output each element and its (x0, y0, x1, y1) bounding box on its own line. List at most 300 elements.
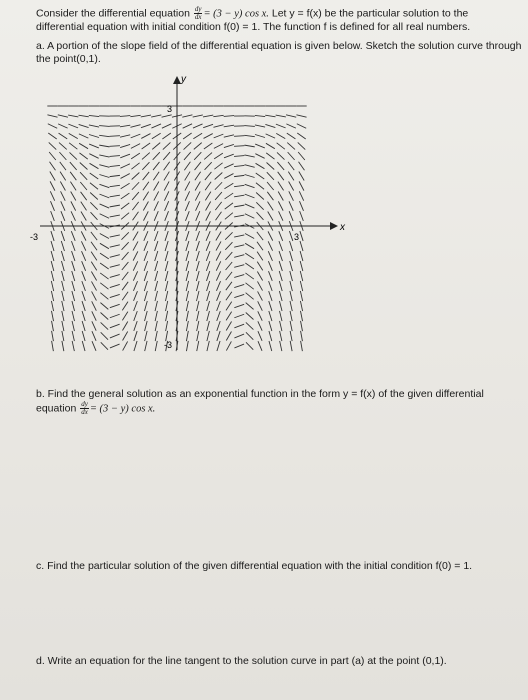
slope-segment (58, 115, 68, 117)
slope-segment (183, 133, 192, 139)
slope-segment (122, 322, 127, 331)
slope-segment (257, 212, 264, 220)
part-b-line-1: b. Find the general solution as an exponential function in the form y = f(x) of the given differential (36, 388, 484, 400)
slope-segment (217, 331, 220, 341)
slope-segment (289, 191, 294, 200)
slope-segment (265, 124, 275, 127)
slope-segment (90, 202, 97, 209)
slope-segment (246, 303, 254, 310)
slope-segment (122, 292, 128, 301)
slope-segment (101, 313, 109, 320)
slope-segment (165, 231, 168, 241)
slope-segment (100, 293, 108, 300)
slope-segment (234, 235, 244, 237)
slope-segment (72, 251, 75, 261)
slope-segment (132, 182, 139, 190)
slope-segment (290, 281, 293, 291)
slope-segment (299, 162, 305, 171)
slope-segment (165, 261, 168, 271)
slope-segment (166, 301, 168, 311)
slope-segment (207, 331, 209, 341)
slope-segment (62, 271, 65, 281)
slope-segment (194, 143, 202, 150)
slope-segment (277, 143, 285, 149)
slope-segment (49, 142, 57, 149)
slope-segment (59, 152, 66, 160)
slope-segment (224, 144, 234, 147)
slope-segment (266, 143, 275, 148)
slope-segment (290, 321, 292, 331)
slope-segment (121, 174, 130, 179)
slope-segment (100, 243, 109, 248)
slope-segment (154, 201, 158, 210)
slope-segment (256, 193, 264, 200)
slope-segment (144, 291, 147, 301)
slope-segment (279, 261, 282, 271)
slope-segment (155, 321, 157, 331)
slope-segment (225, 193, 234, 199)
slope-segment (145, 311, 148, 321)
slope-segment (206, 271, 209, 281)
slope-segment (245, 273, 253, 279)
slope-segment (196, 201, 200, 210)
slope-segment (144, 271, 147, 281)
slope-segment (296, 115, 306, 117)
slope-segment (258, 311, 262, 320)
slope-segment (280, 321, 282, 331)
slope-segment (110, 156, 120, 157)
slope-segment (61, 231, 64, 241)
slope-segment (134, 321, 137, 331)
slope-segment (207, 281, 210, 291)
slope-segment (155, 291, 158, 301)
slope-segment (269, 321, 272, 331)
slope-segment (72, 271, 75, 281)
slope-segment (194, 152, 201, 160)
slope-segment (110, 314, 120, 318)
slope-segment (110, 334, 120, 338)
slope-segment (79, 134, 88, 138)
slope-segment (216, 232, 221, 241)
slope-segment (130, 115, 140, 116)
slope-segment (185, 172, 190, 181)
slope-segment (62, 291, 64, 301)
slope-segment (81, 231, 86, 240)
slope-segment (100, 273, 108, 279)
slope-segment (217, 321, 220, 331)
slope-segment (234, 294, 244, 297)
slope-segment (162, 133, 171, 139)
slope-segment (110, 255, 120, 258)
slope-segment (234, 324, 244, 328)
slope-segment (89, 125, 99, 127)
slope-segment (91, 242, 97, 250)
slope-segment (91, 262, 97, 271)
slope-segment (89, 144, 99, 148)
slope-segment (268, 231, 273, 240)
slope-segment (290, 331, 292, 341)
slope-segment (154, 231, 158, 241)
slope-segment (186, 261, 189, 271)
slope-segment (186, 321, 188, 331)
slope-segment (206, 231, 210, 241)
slope-segment (120, 125, 130, 127)
slope-segment (58, 124, 68, 128)
slope-segment (185, 211, 189, 221)
slope-segment (290, 261, 293, 271)
slope-segment (165, 251, 168, 261)
slope-segment (197, 331, 199, 341)
slope-segment (298, 152, 305, 160)
slope-segment (133, 261, 138, 270)
slope-segment (134, 311, 138, 321)
slope-segment (279, 271, 282, 281)
slope-segment (255, 154, 264, 159)
slope-segment (82, 281, 86, 291)
slope-segment (101, 322, 109, 329)
slope-segment (52, 341, 54, 351)
x-min-label: -3 (30, 232, 39, 242)
slope-segment (133, 212, 139, 221)
slope-segment (79, 153, 87, 159)
slope-segment (300, 311, 302, 321)
slope-segment (110, 235, 120, 237)
slope-segment (154, 182, 159, 191)
slope-segment (48, 124, 57, 128)
slope-segment (280, 311, 283, 321)
slope-segment (90, 173, 99, 179)
slope-segment (224, 116, 234, 117)
slope-segment (110, 344, 120, 348)
slope-segment (133, 271, 137, 280)
slope-segment (234, 185, 244, 186)
slope-segment (121, 203, 129, 209)
slope-segment (121, 213, 129, 220)
slope-segment (153, 172, 159, 181)
slope-segment (279, 291, 282, 301)
slope-segment (186, 271, 189, 281)
slope-segment (162, 115, 172, 117)
slope-segment (234, 175, 244, 176)
slope-segment (72, 281, 75, 291)
intro-text: Consider the differential equation (36, 7, 190, 20)
slope-segment (122, 242, 129, 250)
slope-segment (183, 124, 192, 128)
slope-segment (90, 163, 99, 168)
slope-segment (145, 331, 147, 341)
slope-segment (100, 263, 109, 269)
slope-segment (207, 321, 210, 331)
slope-segment (234, 344, 244, 348)
slope-segment (197, 341, 199, 351)
slope-segment (99, 155, 109, 157)
slope-segment (47, 115, 57, 117)
slope-segment (89, 135, 99, 138)
slope-segment (51, 271, 53, 281)
slope-segment (100, 283, 108, 289)
slope-segment (51, 261, 54, 271)
slope-segment (224, 174, 233, 179)
slope-segment (279, 301, 282, 311)
part-b-equation: = (3 − y) cos x. (89, 403, 156, 415)
slope-segment (289, 181, 294, 190)
slope-segment (82, 341, 85, 351)
slope-segment (165, 241, 168, 251)
slope-segment (110, 275, 120, 278)
slope-segment (110, 294, 120, 297)
slope-segment (81, 192, 87, 200)
slope-segment (245, 214, 254, 218)
slope-segment (196, 241, 199, 251)
slope-segment (205, 182, 211, 190)
slope-segment (110, 146, 120, 147)
slope-segment (204, 143, 212, 149)
slope-segment (62, 311, 64, 321)
slope-segment (278, 182, 284, 191)
slope-segment (71, 201, 76, 210)
slope-segment (71, 241, 75, 251)
slope-segment (90, 183, 98, 190)
slope-segment (59, 143, 67, 150)
slope-segment (110, 265, 120, 268)
slope-segment (163, 152, 170, 160)
slope-segment (91, 252, 97, 261)
slope-segment (166, 311, 168, 321)
slope-segment (92, 321, 96, 330)
slope-segment (110, 136, 120, 137)
slope-segment (82, 301, 85, 311)
slope-segment (155, 281, 158, 291)
slope-segment (185, 181, 190, 190)
slope-segment (82, 291, 85, 301)
slope-segment (216, 251, 221, 260)
slope-segment (205, 172, 212, 180)
slope-segment (245, 155, 255, 157)
slope-segment (257, 272, 262, 281)
slope-segment (301, 321, 303, 331)
slope-segment (90, 193, 98, 200)
y-max-label: 3 (167, 104, 173, 114)
slope-segment (121, 232, 128, 239)
slope-segment (120, 116, 130, 117)
slope-segment (245, 243, 254, 248)
slope-segment (226, 312, 232, 321)
slope-segment (246, 283, 254, 289)
slope-segment (151, 124, 161, 128)
slope-segment (99, 145, 109, 147)
slope-segment (144, 261, 147, 271)
part-a-line-2: the point(0,1). (36, 53, 101, 65)
slope-segment (69, 143, 77, 149)
slope-segment (165, 291, 167, 301)
slope-segment (122, 282, 128, 290)
slope-segment (206, 241, 210, 251)
slope-segment (142, 153, 150, 160)
slope-segment (196, 261, 199, 271)
x-max-label: 3 (294, 232, 300, 242)
slope-segment (269, 301, 272, 311)
slope-segment (286, 115, 296, 117)
slope-segment (287, 133, 296, 139)
slope-segment (131, 144, 140, 149)
slope-segment (255, 135, 265, 138)
slope-segment (59, 133, 68, 139)
slope-segment (82, 321, 85, 331)
slope-segment (155, 271, 158, 281)
slope-segment (257, 262, 263, 271)
slope-segment (61, 201, 65, 210)
slope-segment (268, 202, 274, 211)
slope-segment (225, 232, 232, 239)
slope-segment (99, 135, 109, 136)
slope-segment (246, 313, 254, 320)
slope-segment (121, 183, 130, 188)
slope-segment (72, 311, 75, 321)
slope-segment (141, 124, 151, 127)
slope-segment (301, 331, 303, 341)
slope-segment (258, 301, 263, 310)
slope-segment (196, 231, 200, 241)
slope-segment (100, 204, 110, 208)
slope-segment (288, 152, 295, 160)
part-a-line-1: a. A portion of the slope field of the differential equation is given below. Sketch the solution curve through (36, 40, 522, 52)
slope-segment (71, 211, 75, 220)
slope-segment (130, 125, 140, 128)
slope-segment (184, 162, 190, 170)
slope-segment (50, 172, 55, 181)
slope-segment (143, 172, 150, 180)
slope-segment (269, 341, 272, 351)
slope-segment (257, 281, 262, 290)
slope-segment (51, 311, 53, 321)
slope-segment (226, 322, 231, 331)
slope-segment (216, 271, 220, 280)
slope-segment (82, 331, 85, 341)
slope-segment (267, 182, 274, 190)
slope-segment (48, 133, 56, 139)
slope-segment (217, 291, 221, 301)
slope-segment (266, 153, 274, 159)
slope-segment (82, 311, 85, 321)
slope-segment (51, 251, 54, 261)
slope-segment (52, 321, 54, 331)
slope-segment (186, 341, 188, 351)
slope-segment (224, 125, 234, 127)
slope-segment (134, 301, 138, 311)
slope-segment (245, 175, 255, 178)
slope-segment (290, 271, 293, 281)
slope-segment (110, 205, 120, 207)
slope-segment (300, 281, 302, 291)
slope-segment (290, 311, 292, 321)
slope-segment (132, 192, 139, 200)
slope-segment (203, 115, 213, 117)
y-axis-label: y (181, 74, 186, 85)
slope-segment (132, 173, 140, 180)
part-b-line-2 (36, 401, 155, 416)
slope-segment (100, 233, 109, 238)
slope-segment (267, 172, 274, 180)
slope-segment (120, 144, 130, 147)
dy-dx-fraction (80, 401, 89, 416)
fraction-numerator: dy (194, 5, 202, 13)
slope-segment (215, 173, 223, 180)
x-axis-label: x (340, 222, 345, 233)
slope-segment (185, 191, 189, 200)
slope-segment (164, 191, 168, 200)
slope-segment (154, 211, 158, 221)
slope-segment (71, 231, 75, 241)
slope-segment (234, 165, 244, 166)
slope-segment (300, 231, 303, 241)
slope-segment (123, 331, 128, 340)
slope-segment (197, 311, 199, 321)
slope-segment (184, 142, 192, 149)
slope-segment (245, 194, 255, 198)
slope-segment (255, 125, 265, 127)
slope-segment (269, 331, 272, 341)
slope-segment (61, 241, 64, 251)
y-axis-arrow (173, 76, 181, 84)
slope-segment (50, 162, 56, 171)
slope-segment (245, 233, 254, 238)
slope-segment (269, 311, 272, 321)
slope-segment (215, 202, 221, 210)
slope-segment (215, 192, 222, 200)
slope-segment (99, 184, 109, 187)
slope-segment (234, 146, 244, 147)
slope-segment (110, 165, 120, 166)
slope-segment (234, 245, 244, 247)
slope-segment (141, 115, 151, 117)
slope-segment (267, 192, 273, 200)
slope-segment (79, 124, 89, 127)
slope-segment (226, 302, 232, 311)
slope-segment (299, 172, 304, 181)
slope-segment (122, 312, 128, 321)
slope-segment (164, 162, 170, 170)
slope-segment (217, 311, 221, 321)
slope-segment (62, 341, 64, 351)
slope-segment (110, 245, 120, 247)
slope-segment (100, 253, 109, 259)
slope-segment (226, 262, 233, 270)
slope-segment (278, 172, 284, 180)
slope-segment (226, 282, 232, 290)
slope-segment (184, 152, 191, 160)
slope-segment (186, 311, 188, 321)
slope-segment (51, 291, 53, 301)
slope-segment (299, 181, 304, 190)
slope-segment (152, 133, 161, 139)
slope-segment (246, 293, 254, 300)
slope-segment (279, 211, 283, 220)
slope-segment (279, 281, 282, 291)
slope-segment (216, 281, 220, 291)
y-min-label: -3 (164, 340, 173, 350)
slope-segment (144, 251, 148, 261)
slope-segment (120, 164, 129, 168)
slope-segment (50, 181, 55, 190)
slope-segment (300, 211, 304, 221)
slope-segment (144, 231, 148, 241)
slope-segment (196, 281, 199, 291)
slope-segment (287, 143, 295, 150)
slope-segment (110, 185, 120, 186)
slope-segment (141, 134, 150, 139)
slope-segment (280, 331, 282, 341)
slope-segment (207, 291, 210, 301)
